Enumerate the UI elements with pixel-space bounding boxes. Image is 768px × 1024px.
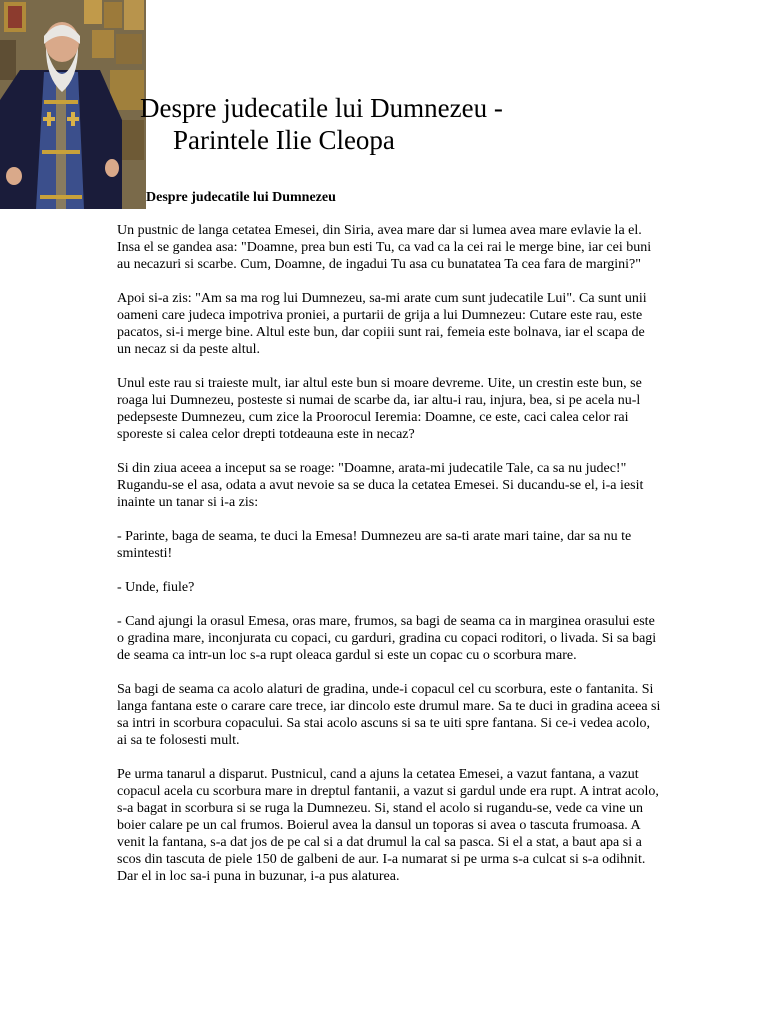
paragraph: Si din ziua aceea a inceput sa se roage: "Doamne, arata-mi judecatile Tale, ca sa nu judec!" Rugandu-se el asa, odata a avut nevoie sa se duca la cetatea Emesei. Si ducandu-se el, i-a iesit inainte un tanar si i-a zis: [117, 461, 644, 510]
portrait-photo [0, 0, 146, 209]
paragraph: Unul este rau si traieste mult, iar altul este bun si moare devreme. Uite, un crestin este bun, se roaga lui Dumnezeu, posteste si numai de scarbe da, iar altu-i rau, injura, bea, si pe acela nu-l pedepseste Dumnezeu, cum zice la Proorocul Ieremia: Doamne, ce este, caci calea celor rai sporeste si calea celor drepti totdeauna este in necaz? [117, 376, 642, 442]
paragraph: Pe urma tanarul a disparut. Pustnicul, cand a ajuns la cetatea Emesei, a vazut fantana, a vazut copacul acela cu scorbura mare in dreptul fantanii, a vazut si gardul unde era rupt. A intrat acolo, s-a bagat in scorbura si se ruga la Dumnezeu. Si, stand el acolo si rugandu-se, vede ca vine un boier calare pe un cal frumos. Boierul avea la dansul un toporas si avea o tascuta frumoasa. A venit la fantana, s-a dat jos de pe cal si a dat drumul la cal sa pasca. Si el a stat, a baut apa si a scos din tascuta de piele 150 de galbeni de aur. I-a numarat si pe urma s-a culcat si s-a odihnit. Dar el in loc sa-i puna in buzunar, i-a pus alaturea. [117, 767, 659, 884]
page-title [140, 92, 580, 156]
paragraph: - Cand ajungi la orasul Emesa, oras mare, frumos, sa bagi de seama ca in marginea orasului este o gradina mare, inconjurata cu copaci, cu garduri, gradina cu copaci roditori, o livada. Si sa bagi de seama ca intr-un loc s-a rupt oleaca gardul si este un copac cu o scorbura mare. [117, 614, 657, 663]
paragraph: Un pustnic de langa cetatea Emesei, din Siria, avea mare dar si lumea avea mare evlavie la el. Insa el se gandea asa: "Doamne, prea bun esti Tu, ca vad ca la cei rai le merge bine, iar cei buni au necazuri si scarbe. Cum, Doamne, de ingadui Tu asa cu bunatatea Ta cea fara de margini?" [117, 223, 652, 272]
paragraph: Sa bagi de seama ca acolo alaturi de gradina, unde-i copacul cel cu scorbura, este o fantanita. Si langa fantana este o carare care trece, iar dincolo este drumul mare. Sa te duci in gradina aceea si sa intri in scorbura copacului. Sa stai acolo ascuns si sa te uiti spre fantana. Si ce-i vedea acolo, ai sa te folosesti mult. [117, 682, 661, 748]
article-body [117, 222, 662, 902]
priest-portrait-icon [0, 0, 146, 209]
paragraph: Apoi si-a zis: "Am sa ma rog lui Dumnezeu, sa-mi arate cum sunt judecatile Lui". Ca sunt unii oameni care judeca impotriva proniei, a purtarii de grija a lui Dumnezeu: Cutare este rau, este pacatos, si-i merge bine. Altul este bun, dar copiii sunt rai, femeia este bolnava, iar el scapa de un necaz si da peste altul. [117, 291, 647, 357]
paragraph: - Unde, fiule? [117, 580, 195, 595]
section-subtitle: Despre judecatile lui Dumnezeu [146, 190, 336, 205]
title-line-2: Parintele Ilie Cleopa [173, 125, 395, 155]
paragraph: - Parinte, baga de seama, te duci la Emesa! Dumnezeu are sa-ti arate mari taine, dar sa nu te smintesti! [117, 529, 632, 561]
title-line-1: Despre judecatile lui Dumnezeu - [140, 93, 503, 123]
